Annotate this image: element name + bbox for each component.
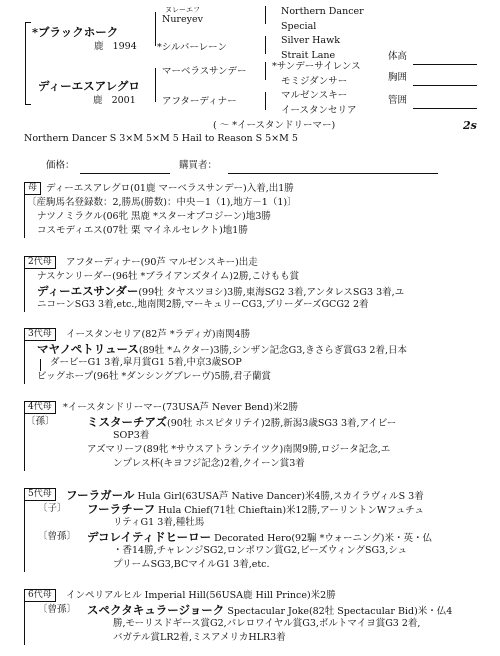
horse-name: ミスターチアズ [87,415,168,429]
ds-sire: *サンデーサイレンス [272,61,361,72]
gen-label: 3代母 [24,328,56,341]
family-note: ( 〜 *イースタンドリーマー) [213,120,336,131]
buyer-label: 購買者： [179,160,218,171]
continuation-rule [40,359,41,371]
gen-label: 5代母 [24,488,56,501]
dam-dam: アフターディナー [162,96,237,107]
relation-tag: 〔孫〕 [26,416,55,427]
progeny-row [37,285,404,299]
dam-info: 鹿 2001 [93,95,136,106]
relation-tag: 〔曾孫〕 [38,604,77,615]
progeny-row-cont: SOP3着 [113,430,150,441]
height-label: 体高 [388,51,408,62]
dam-line: アフターディナー(90芦 マルゼンスキー)出走 [66,257,258,268]
gen-label: 4代母 [24,401,56,414]
progeny-row: ナツノミラクル(06牝 黒鹿 *スターオブコジーン)地3勝 [37,211,271,222]
price-label: 価格： [46,160,75,171]
gen3-bracket [265,92,266,110]
progeny-row-cont: 勝,モーリスドギース賞G2,パレロワイヤル賞G3,ボルトマイヨ賞G3 2着, [113,618,421,629]
progeny-row: コスモディエス(07牡 栗 マイネルセレクト)地1勝 [37,225,248,236]
bracket-tick [25,104,31,105]
ss-sire: Northern Dancer [281,6,364,17]
gen3-bracket [265,36,266,54]
progeny-row-cont: ンプレス杯(キヨフジ記念)2着,クイーン賞3着 [113,458,305,469]
bracket-tick [25,22,31,23]
sire-sire: Nureyev [162,14,203,25]
progeny-row-cont: ・香14勝,チャレンジSG2,ロンポワン賞G2,ビーズウィングSG3,シュ [113,545,408,556]
sire-sire-ruby: ヌレーエフ [165,6,200,14]
horse-record: Hula Girl(63USA芦 Native Dancer)米4勝,スカイラヴィルS 3着 [137,491,424,502]
gen3-bracket [265,62,266,80]
dam-line: イースタンセリア(82芦 *ラディガ)南関4勝 [66,329,251,340]
progeny-row-cont: リティG1 3着,種牡馬 [113,517,205,528]
price-field[interactable] [80,173,170,174]
progeny-row [37,343,407,357]
girth-label: 胸囲 [388,72,408,83]
ss-dam: Special [281,21,317,32]
horse-record: (99牡 タヤスツヨシ)3勝,東海SG2 3着,アンタレスSG3 3着,ユ [138,287,405,298]
height-field[interactable] [413,64,477,65]
relation-tag: 〔曾孫〕 [38,531,77,542]
relation-tag: 〔子〕 [38,503,67,514]
horse-name: マヤノペトリュース [37,342,139,356]
horse-record: Hula Chief(71牡 Chieftain)米12勝,アーリントンWフュチュ [158,505,424,516]
horse-record: Spectacular Joke(82牡 Spectacular Bid)米・仏4 [227,606,453,617]
cannon-field[interactable] [413,108,477,109]
progeny-row [87,531,432,545]
gen-label: 2代母 [24,256,56,269]
progeny-row [87,503,424,517]
dam-line [66,489,424,503]
progeny-row-cont: プリームSG3,BCマイルG1 3着,etc. [113,559,270,570]
sire-bracket [155,12,156,46]
gen-label: 母 [24,182,41,195]
horse-record: (90牡 ホスピタリテイ)2勝,新潟3歳SG3 3着,アイビー [167,418,397,429]
sire-dam: *シルバーレーン [157,42,227,53]
horse-name: スペクタキュラージョーク [87,603,225,617]
gen-label: 6代母 [24,589,56,602]
horse-record: (96牡 *ブライアンズタイム)2勝,こけもも賞 [112,271,300,282]
dam-line: ディーエスアレグロ(01鹿 マーベラスサンデー)入着,出1勝 [46,183,294,194]
dam-name: ディーエスアレグロ [38,79,140,93]
gen3-bracket [265,6,266,24]
cannon-label: 管囲 [388,95,408,106]
sire-info: 鹿 1994 [94,41,137,52]
dam-stats: 〔産駒馬名登録数：2,勝馬(勝数)：中央－1（1),地方－1（1)〕 [27,197,297,208]
horse-record: (89牡 *ムクター)3勝,シンザン記念G3,きさらぎ賞G3 2着,日本 [138,345,407,356]
horse-name: ナスケンリーダー [37,271,113,282]
dam-bracket [155,68,156,102]
progeny-row: アズマリーフ(89牝 *サウスアトランテイツク)南関9勝,ロジータ記念,エ [87,444,391,455]
dam-line: インペリアルヒル Imperial Hill(56USA鹿 Hill Prince)米2勝 [66,590,336,601]
progeny-row-cont: ダービーG1 3着,皐月賞G1 5着,中京3歳SOP [50,357,242,368]
progeny-row [37,371,271,382]
buyer-field[interactable] [228,173,438,174]
progeny-row [87,416,396,430]
sd-sire: Silver Hawk [281,35,340,46]
horse-name: フーラガール [66,488,135,502]
sire-name: *ブラックホーク [32,25,119,39]
dd-sire: マルゼンスキー [281,90,348,101]
pedigree-bracket [25,22,26,104]
progeny-row [37,271,299,282]
ds-dam: モミジダンサー [281,76,348,87]
horse-name: フーラチーフ [87,502,156,516]
dd-dam: イースタンセリア [281,105,357,116]
horse-record: (96牡 *ダンシングブレーヴ)5勝,君子蘭賞 [93,371,272,382]
progeny-row-cont: ニコーンSG3 3着,etc.,地南関2勝,マーキュリーCG3,ブリーダーズGCG2 2着 [37,299,369,310]
family-number: 2s [463,119,477,132]
dam-line: *イースタンドリーマー(73USA芦 Never Bend)米2勝 [63,402,299,413]
progeny-row [87,604,452,618]
progeny-row-cont: バガテル賞LR2着,ミスアメリカHLR3着 [113,632,286,643]
dam-sire: マーベラスサンデー [162,66,247,77]
horse-name: デコレイティドヒーロー [87,530,212,544]
inbreeding-line: Northern Dancer S 3×M 5×M 5 Hail to Reason S 5×M 5 [24,133,298,144]
horse-record: Decorated Hero(92騸 *ウォーニング)米・英・仏 [214,533,433,544]
horse-name: ビッグホープ [37,371,94,382]
girth-field[interactable] [413,85,477,86]
horse-name: ディーエスサンダー [37,284,139,298]
sd-dam: Strait Lane [281,50,336,61]
